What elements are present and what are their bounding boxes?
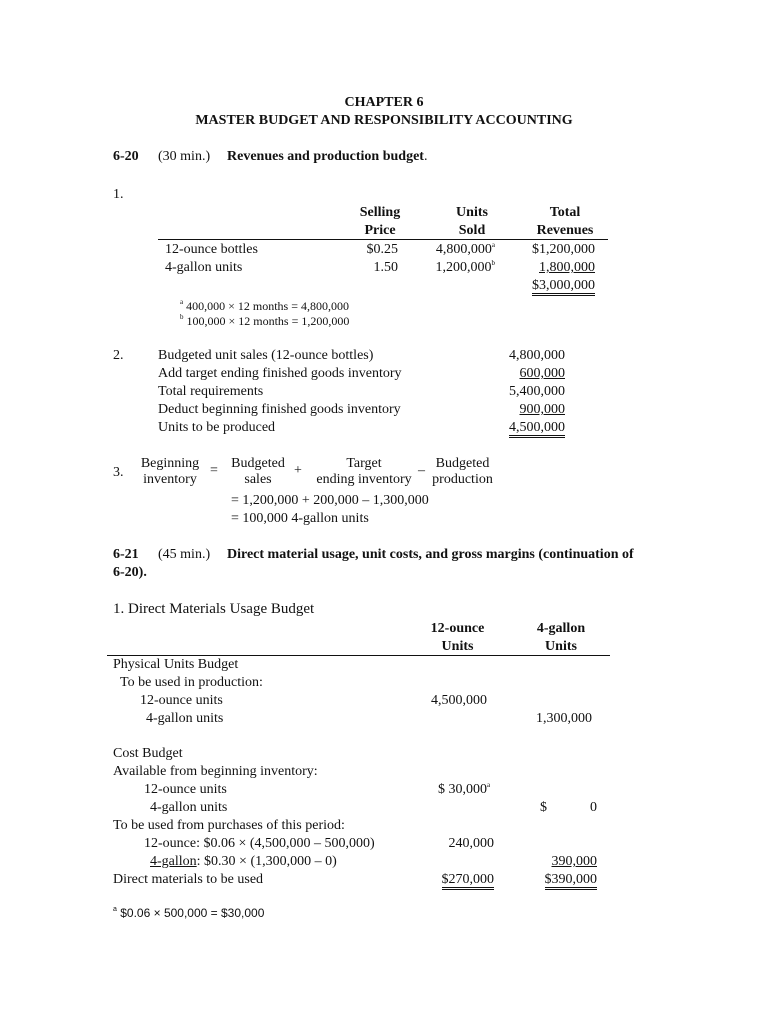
table-header-rule	[158, 239, 608, 240]
part2-value: 600,000	[519, 366, 565, 381]
formula-term-2-line2: sales	[244, 472, 272, 487]
formula-minus: –	[418, 463, 425, 478]
part2-value-2	[470, 365, 565, 382]
col-revenue-header-1: Total	[549, 205, 581, 220]
physical-4gal-label: 4-gallon units	[146, 711, 224, 726]
footnote-mark: b	[180, 313, 184, 321]
cost-4gal-dollar: $	[540, 800, 547, 815]
col-selling-header-1: Selling	[359, 205, 401, 220]
part2-label-1: Budgeted unit sales (12-ounce bottles)	[158, 348, 374, 363]
purch-4gal-name: 4-gallon	[150, 854, 197, 869]
part2-value: 900,000	[519, 402, 565, 417]
formula-term-1-line1: Beginning	[140, 456, 200, 471]
cost-value: $ 30,000	[438, 782, 487, 797]
part-1-label: 1.	[113, 187, 124, 202]
footnote-mark: a	[180, 298, 184, 306]
total-12oz-value	[400, 871, 494, 888]
col-units-header-2: Sold	[458, 223, 486, 238]
physical-12oz-value: 4,500,000	[431, 693, 487, 708]
problem-title-6-21-line2: 6-20).	[113, 565, 147, 580]
part2-label-5: Units to be produced	[158, 420, 276, 435]
footnote-text: 400,000 × 12 months = 4,800,000	[186, 299, 349, 313]
calc-line-1: = 1,200,000 + 200,000 – 1,300,000	[231, 493, 429, 508]
part2-total: 4,500,000	[509, 420, 565, 438]
physical-4gal-value: 1,300,000	[536, 711, 592, 726]
row-price-12oz: $0.25	[366, 242, 398, 257]
col-12oz-header-2: Units	[441, 639, 474, 654]
physical-units-heading: Physical Units Budget	[113, 657, 239, 672]
formula-term-2-line1: Budgeted	[231, 456, 285, 471]
cost-4gal-label: 4-gallon units	[150, 800, 228, 815]
total-value: $270,000	[442, 872, 495, 890]
col-revenue-header-2: Revenues	[536, 223, 594, 238]
problem-title-6-21-line1: Direct material usage, unit costs, and gross margins (continuation of	[227, 547, 634, 562]
col-12oz-header-1: 12-ounce	[430, 621, 485, 636]
row-units-12oz	[400, 241, 495, 258]
cost-12oz-value	[438, 781, 490, 798]
part2-label-2: Add target ending finished goods inventory	[158, 366, 402, 381]
purch-12oz-label: 12-ounce: $0.06 × (4,500,000 – 500,000)	[144, 836, 375, 851]
chapter-heading: CHAPTER 6	[344, 95, 424, 110]
purch-4gal-formula: : $0.30 × (1,300,000 – 0)	[196, 854, 337, 869]
part-2-label: 2.	[113, 348, 124, 363]
purch-12oz-value: 240,000	[448, 836, 494, 851]
footnote-mark: a	[491, 241, 495, 249]
part2-label-4: Deduct beginning finished goods inventory	[158, 402, 401, 417]
total-revenue	[505, 277, 595, 294]
col-selling-header-2: Price	[364, 223, 396, 238]
footnote-6-21	[113, 905, 264, 922]
row-revenue-12oz: $1,200,000	[532, 242, 595, 257]
part-3-label: 3.	[113, 465, 124, 480]
purch-value: 390,000	[551, 854, 597, 869]
part2-value-3: 5,400,000	[509, 384, 565, 399]
units-value: 4,800,000	[435, 242, 492, 257]
cost-12oz-label: 12-ounce units	[144, 782, 227, 797]
footnote-text: $0.06 × 500,000 = $30,000	[120, 906, 265, 920]
cost-4gal-value: 0	[590, 800, 597, 815]
total-revenue-value: $3,000,000	[532, 278, 595, 296]
total-label: Direct materials to be used	[113, 872, 264, 887]
calc-line-2: = 100,000 4-gallon units	[231, 511, 369, 526]
row-units-4gal	[400, 259, 495, 276]
row-price-4gal: 1.50	[373, 260, 398, 275]
formula-term-3-line2: ending inventory	[316, 472, 412, 487]
formula-term-4-line1: Budgeted	[435, 456, 490, 471]
purchases-label: To be used from purchases of this period:	[113, 818, 345, 833]
total-value: $390,000	[545, 872, 598, 890]
col-4gal-header-2: Units	[545, 639, 577, 654]
footnote-mark: a	[487, 781, 491, 789]
problem-time-6-20: (30 min.)	[158, 149, 211, 164]
part2-value-1: 4,800,000	[509, 348, 565, 363]
purch-4gal-value	[500, 853, 597, 870]
formula-plus: +	[294, 463, 302, 478]
physical-12oz-label: 12-ounce units	[140, 693, 223, 708]
part2-value-4	[470, 401, 565, 418]
problem-title-period: .	[423, 149, 428, 164]
col-4gal-header-1: 4-gallon	[536, 621, 586, 636]
row-label-4gal: 4-gallon units	[165, 260, 243, 275]
problem-title-6-20	[227, 148, 427, 165]
footnote-b	[180, 313, 349, 330]
revenue-value: 1,800,000	[539, 260, 595, 275]
part2-label-3: Total requirements	[158, 384, 264, 399]
problem-time-6-21: (45 min.)	[158, 547, 211, 562]
usage-budget-heading: 1. Direct Materials Usage Budget	[113, 601, 315, 617]
formula-term-4-line2: production	[432, 472, 493, 487]
formula-term-3-line1: Target	[346, 456, 382, 471]
row-label-12oz: 12-ounce bottles	[165, 242, 258, 257]
available-label: Available from beginning inventory:	[113, 764, 318, 779]
footnote-mark: b	[491, 259, 495, 267]
formula-term-1-line2: inventory	[143, 472, 197, 487]
row-revenue-4gal	[505, 259, 595, 276]
to-be-used-label: To be used in production:	[120, 675, 263, 690]
footnote-text: 100,000 × 12 months = 1,200,000	[186, 314, 350, 328]
cost-budget-heading: Cost Budget	[113, 746, 183, 761]
problem-number-6-21: 6-21	[113, 547, 139, 562]
total-4gal-value	[500, 871, 597, 888]
part2-value-5	[470, 419, 565, 436]
chapter-title: MASTER BUDGET AND RESPONSIBILITY ACCOUNTING	[195, 113, 573, 128]
footnote-mark: a	[113, 906, 117, 913]
purch-4gal-label	[144, 853, 337, 870]
formula-equals: =	[210, 463, 218, 478]
col-units-header-1: Units	[456, 205, 488, 220]
problem-number-6-20: 6-20	[113, 149, 139, 164]
problem-title-text: Revenues and production budget	[227, 149, 424, 164]
units-value: 1,200,000	[435, 260, 492, 275]
